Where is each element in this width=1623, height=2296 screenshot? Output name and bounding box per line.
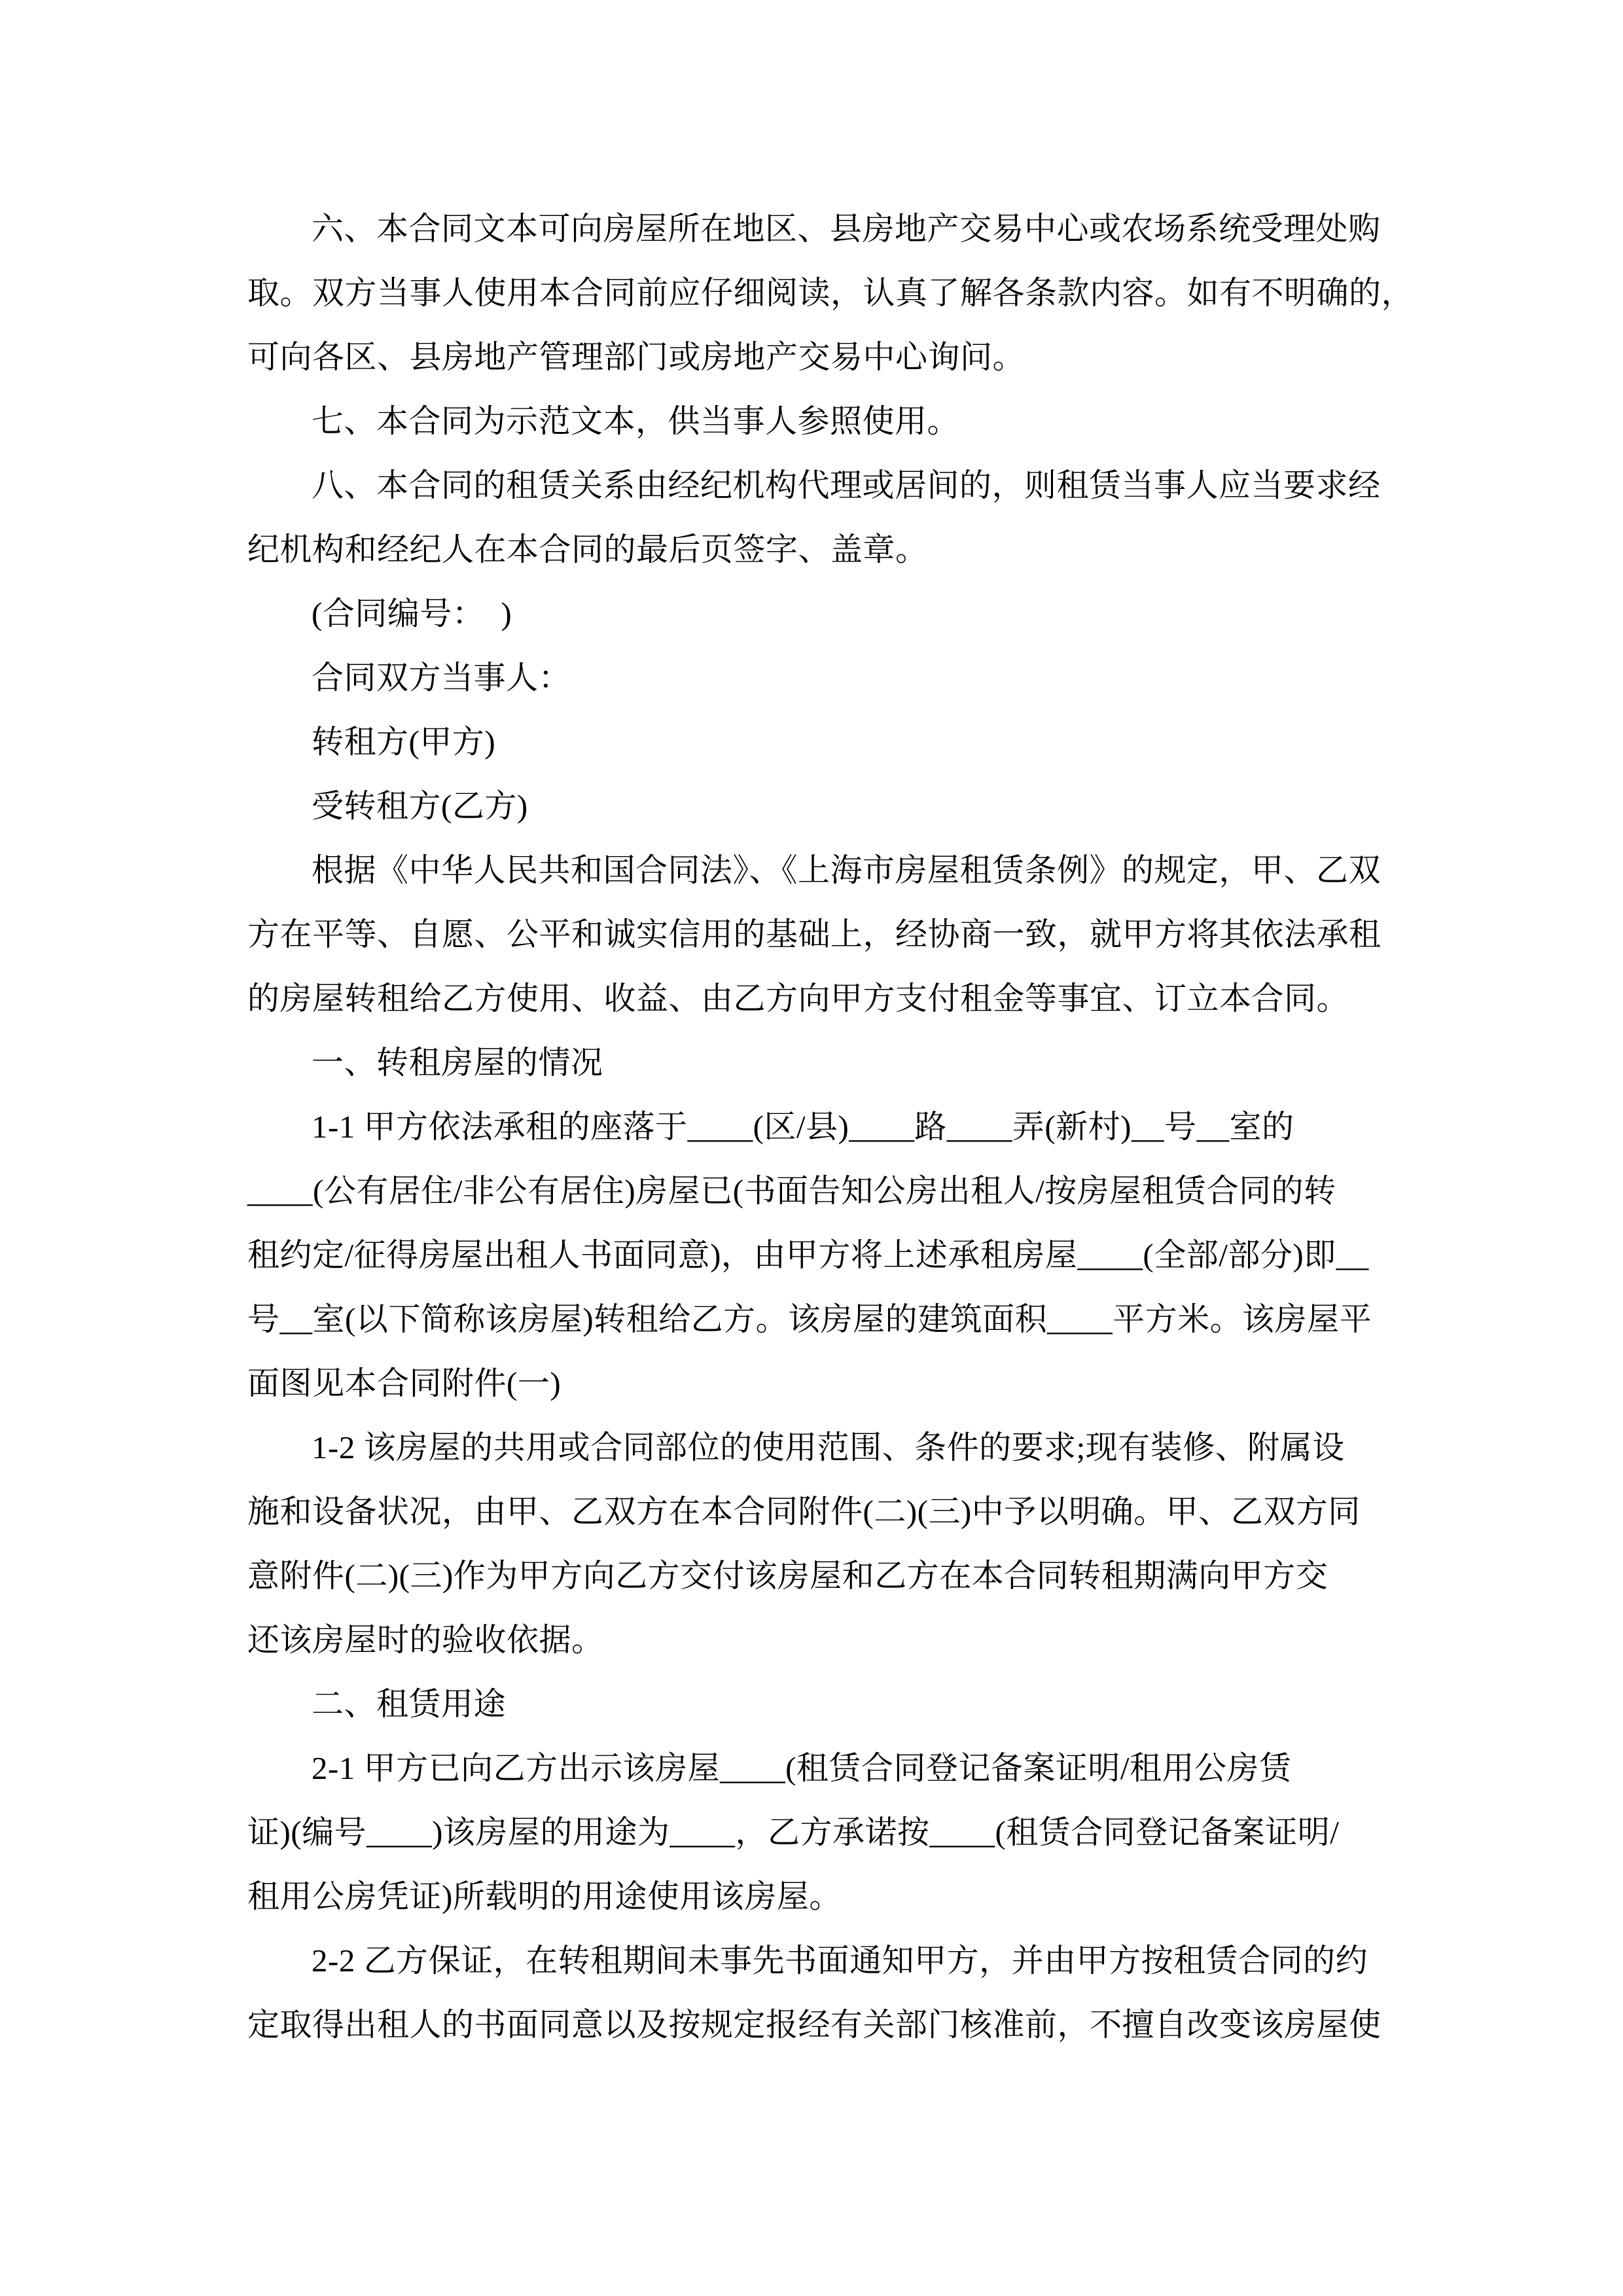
text-line: 面图见本合同附件(一): [247, 1365, 562, 1401]
text-line: 还该房屋时的验收依据。: [247, 1622, 604, 1658]
text-line: 定取得出租人的书面同意以及按规定报经有关部门核准前，不擅自改变该房屋使: [247, 2007, 1382, 2043]
text-line: 一、转租房屋的情况: [312, 1045, 603, 1081]
text-line: 可向各区、县房地产管理部门或房地产交易中心询问。: [247, 339, 1026, 375]
text-line: 根据《中华人民共和国合同法》、《上海市房屋租赁条例》的规定，甲、乙双: [312, 852, 1382, 888]
text-line: 租约定/征得房屋出租人书面同意)，由甲方将上述承租房屋____(全部/部分)即__: [247, 1237, 1369, 1273]
text-line: 二、租赁用途: [312, 1686, 507, 1722]
text-line: 七、本合同为示范文本，供当事人参照使用。: [312, 403, 960, 439]
text-line: (合同编号： ): [312, 596, 512, 632]
text-line: 1-2 该房屋的共用或合同部位的使用范围、条件的要求;现有装修、附属设: [312, 1429, 1345, 1465]
text-line: 的房屋转租给乙方使用、收益、由乙方向甲方支付租金等事宜、订立本合同。: [247, 980, 1349, 1016]
text-line: 纪机构和经纪人在本合同的最后页签字、盖章。: [247, 531, 928, 567]
text-line: 1-1 甲方依法承租的座落于____(区/县)____路____弄(新村)__号__室的: [312, 1109, 1294, 1145]
text-line: 证)(编号____)该房屋的用途为____，乙方承诺按____(租赁合同登记备案证明/: [247, 1814, 1340, 1850]
text-line: 施和设备状况，由甲、乙双方在本合同附件(二)(三)中予以明确。甲、乙双方同: [247, 1494, 1361, 1530]
text-line: 方在平等、自愿、公平和诚实信用的基础上，经协商一致，就甲方将其依法承租: [247, 916, 1382, 952]
text-line: ____(公有居住/非公有居住)房屋已(书面告知公房出租人/按房屋租赁合同的转: [247, 1173, 1336, 1209]
text-line: 受转租方(乙方): [312, 788, 528, 824]
text-line: 八、本合同的租赁关系由经纪机构代理或居间的，则租赁当事人应当要求经: [312, 467, 1381, 503]
text-line: 意附件(二)(三)作为甲方向乙方交付该房屋和乙方在本合同转租期满向甲方交: [247, 1558, 1329, 1594]
text-line: 2-1 甲方已向乙方出示该房屋____(租赁合同登记备案证明/租用公房赁: [312, 1750, 1292, 1786]
text-line: 2-2 乙方保证，在转租期间未事先书面通知甲方，并由甲方按租赁合同的约: [312, 1943, 1368, 1979]
text-line: 合同双方当事人：: [312, 660, 571, 696]
contract-body: [247, 197, 1425, 2057]
text-line: 六、本合同文本可向房屋所在地区、县房地产交易中心或农场系统受理处购: [312, 211, 1381, 247]
text-line: 号__室(以下简称该房屋)转租给乙方。该房屋的建筑面积____平方米。该房屋平: [247, 1301, 1372, 1337]
text-line: 转租方(甲方): [312, 724, 496, 760]
text-line: 取。双方当事人使用本合同前应仔细阅读，认真了解各条款内容。如有不明确的，: [247, 275, 1414, 311]
text-line: 租用公房凭证)所载明的用途使用该房屋。: [247, 1878, 842, 1914]
